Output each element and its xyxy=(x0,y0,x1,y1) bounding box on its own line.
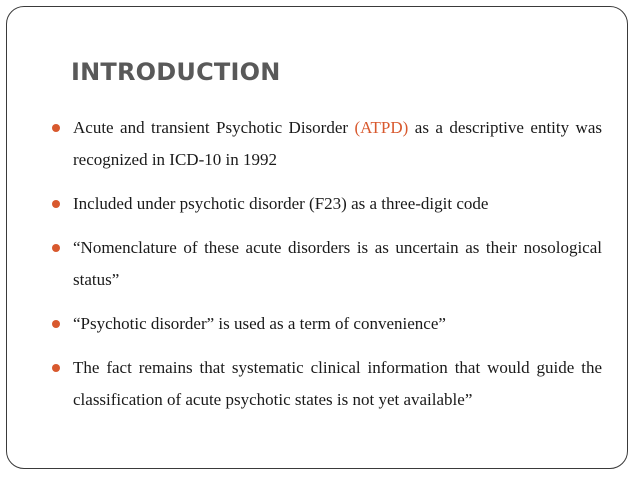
bullet-dot-icon xyxy=(52,364,60,372)
slide-title: INTRODUCTION xyxy=(71,58,281,86)
bullet-text: “Psychotic disorder” is used as a term of convenience” xyxy=(73,314,446,333)
bullet-item-f23 xyxy=(48,188,602,220)
bullet-text-after: as a descriptive entity was recognized in ICD-10 in 1992 xyxy=(73,118,602,169)
bullet-dot-icon xyxy=(52,320,60,328)
bullet-item-systematic-info xyxy=(48,352,602,416)
bullet-text: Included under psychotic disorder (F23) as a three-digit code xyxy=(73,194,489,213)
bullet-text: “Nomenclature of these acute disorders is as uncertain as their nosological status” xyxy=(73,238,602,289)
bullet-text-before: Acute and transient Psychotic Disorder xyxy=(73,118,355,137)
bullet-dot-icon xyxy=(52,124,60,132)
atpd-highlight: (ATPD) xyxy=(354,118,409,137)
bullet-item-atpd xyxy=(48,112,602,176)
bullet-item-nomenclature xyxy=(48,232,602,296)
bullet-text: The fact remains that systematic clinical information that would guide the classification of acute psychotic states is not yet available” xyxy=(73,358,602,409)
bullet-item-term-of-convenience xyxy=(48,308,602,340)
bullet-dot-icon xyxy=(52,244,60,252)
bullet-list xyxy=(48,112,602,428)
bullet-dot-icon xyxy=(52,200,60,208)
